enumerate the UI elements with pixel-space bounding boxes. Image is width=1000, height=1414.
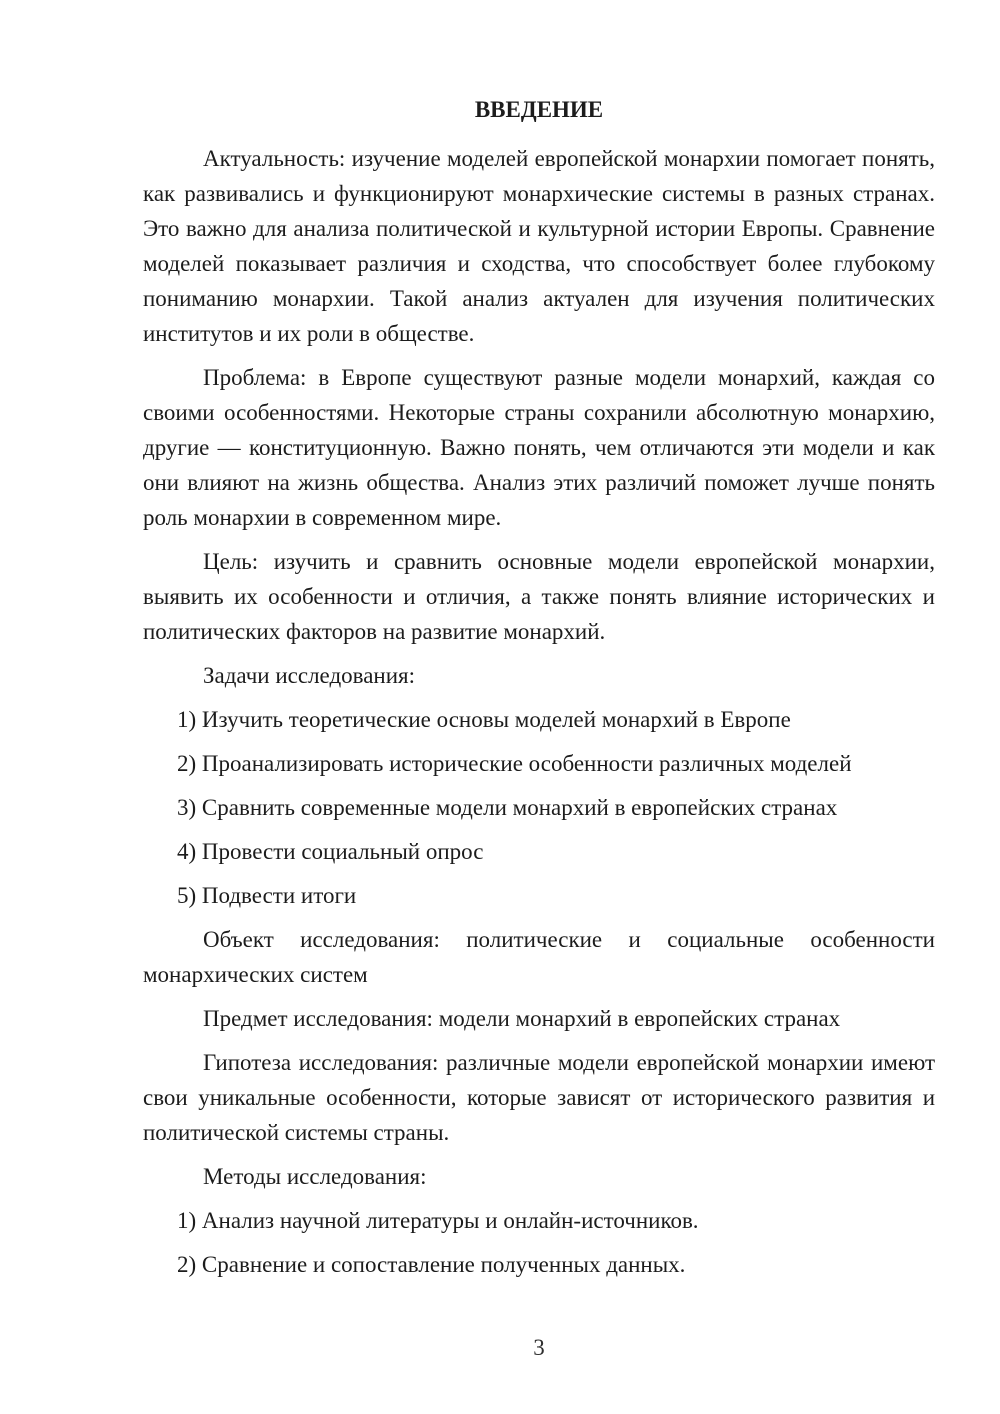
paragraph-relevance: Актуальность: изучение моделей европейской монархии помогает понять, как развивались и функционируют монархические системы в разных странах. Это важно для анализа политической и культурной истории Европы. Сравнение моделей показывает различия и сходства, что способствует более глубокому пониманию монархии. Такой анализ актуален для изучения политических институтов и их роли в обществе. [143,146,935,346]
method-item-2: 2) Сравнение и сопоставление полученных данных. [177,1252,686,1277]
section-heading: ВВЕДЕНИЕ [474,97,604,122]
paragraph-goal: Цель: изучить и сравнить основные модели европейской монархии, выявить их особенности и отличия, а также понять влияние исторических и политических факторов на развитие монархий. [143,549,935,644]
paragraph-subject: Предмет исследования: модели монархий в европейских странах [203,1006,841,1031]
task-item-2: 2) Проанализировать исторические особенности различных моделей [177,751,852,776]
method-item-1: 1) Анализ научной литературы и онлайн-источников. [177,1208,699,1233]
paragraph-problem: Проблема: в Европе существуют разные модели монархий, каждая со своими особенностями. Некоторые страны сохранили абсолютную монархию, другие — конституционную. Важно понять, чем отличаются эти модели и как они влияют на жизнь общества. Анализ этих различий поможет лучше понять роль монархии в современном мире. [143,365,935,530]
tasks-label: Задачи исследования: [203,663,416,688]
paragraph-object: Объект исследования: политические и социальные особенности монархических систем [143,927,935,987]
page-number: 3 [533,1335,545,1360]
task-item-5: 5) Подвести итоги [177,883,357,908]
paragraph-hypothesis: Гипотеза исследования: различные модели европейской монархии имеют свои уникальные особенности, которые зависят от исторического развития и политической системы страны. [143,1050,935,1145]
task-item-4: 4) Провести социальный опрос [177,839,484,864]
task-item-3: 3) Сравнить современные модели монархий в европейских странах [177,795,838,820]
methods-label: Методы исследования: [203,1164,427,1189]
task-item-1: 1) Изучить теоретические основы моделей монархий в Европе [177,707,791,732]
